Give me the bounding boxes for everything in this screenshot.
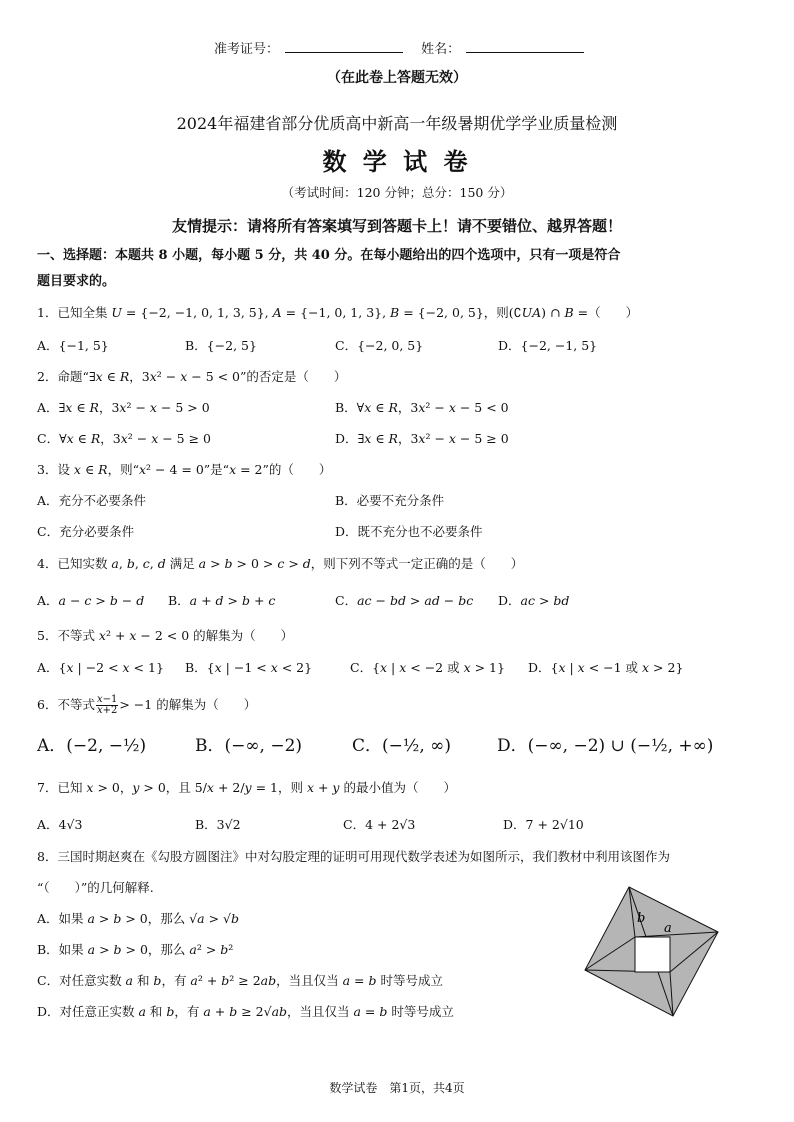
page-title: 数 学 试 卷 [322,147,472,176]
question-8-option-b: B．如果 𝑎 > 𝑏 > 0，那么 𝑎² > 𝑏² [37,942,234,957]
question-8-option-c: C．对任意实数 𝑎 和 𝑏，有 𝑎² + 𝑏² ≥ 2𝑎𝑏，当且仅当 𝑎 = 𝑏 时等号成立 [37,973,443,988]
question-7-option-b: B．3√2 [195,817,241,832]
question-4-option-d: D．𝑎𝑐 > 𝑏𝑑 [498,593,570,608]
question-6-option-b: B．(−∞, −2) [195,736,303,756]
question-6-fraction-numerator: 𝑥−1 [96,694,118,705]
question-3-stem: 3．设 𝑥 ∈ 𝑅，则“𝑥² − 4 = 0”是“𝑥 = 2”的（ ） [37,462,332,477]
question-1-option-d: D．{−2, −1, 5} [498,338,598,353]
ticket-number-label: 准考证号： [214,42,280,57]
question-2-option-c: C．∀𝑥 ∈ 𝑅，3𝑥² − 𝑥 − 5 ≥ 0 [37,431,211,446]
question-4-option-a: A．𝑎 − 𝑐 > 𝑏 − 𝑑 [37,593,145,608]
exam-time-info: （考试时间：120 分钟；总分：150 分） [281,185,513,200]
question-6-stem [37,694,256,716]
question-6-option-d: D．(−∞, −2) ∪ (−½, +∞) [497,736,714,756]
question-7-stem: 7．已知 𝑥 > 0，𝑦 > 0，且 5/𝑥 + 2/𝑦 = 1，则 𝑥 + 𝑦 的最小值为（ ） [37,780,456,795]
question-5-option-c: C．{𝑥 | 𝑥 < −2 或 𝑥 > 1} [350,660,505,675]
figure-label-b: b [637,911,646,926]
invalid-note: （在此卷上答题无效） [327,70,467,86]
question-2-option-a: A．∃𝑥 ∈ 𝑅，3𝑥² − 𝑥 − 5 > 0 [37,400,210,415]
question-6-stem-prefix: 6．不等式 [37,697,95,712]
question-1-stem: 1．已知全集 𝑈 = {−2, −1, 0, 1, 3, 5}, 𝐴 = {−1, 0, 1, 3}, 𝐵 = {−2, 0, 5}，则(∁𝑈𝐴) ∩ 𝐵 =（ ） [37,305,639,320]
question-7-option-d: D．7 + 2√10 [503,817,584,832]
question-8-option-a: A．如果 𝑎 > 𝑏 > 0，那么 √𝑎 > √𝑏 [37,911,240,926]
page-footer: 数学试卷 第1页，共4页 [329,1081,465,1095]
question-2-stem: 2．命题“∃𝑥 ∈ 𝑅，3𝑥² − 𝑥 − 5 < 0”的否定是（ ） [37,369,347,384]
question-3-option-d: D．既不充分也不必要条件 [335,524,483,539]
exam-name: 2024年福建省部分优质高中新高一年级暑期优学学业质量检测 [176,114,618,133]
question-6-fraction [96,695,118,716]
figure-inner-square [635,937,670,972]
question-6-fraction-denominator: 𝑥+2 [96,705,118,716]
section-intro-line2: 题目要求的。 [37,274,116,289]
question-8-option-d: D．对任意正实数 𝑎 和 𝑏，有 𝑎 + 𝑏 ≥ 2√𝑎𝑏，当且仅当 𝑎 = 𝑏 时等号成立 [37,1004,454,1019]
question-6-option-a: A．(−2, −½) [37,736,147,756]
zhao-shuang-figure [580,882,730,1022]
question-2-option-d: D．∃𝑥 ∈ 𝑅，3𝑥² − 𝑥 − 5 ≥ 0 [335,431,509,446]
question-4-stem: 4．已知实数 𝑎, 𝑏, 𝑐, 𝑑 满足 𝑎 > 𝑏 > 0 > 𝑐 > 𝑑，则下列不等式一定正确的是（ ） [37,556,524,571]
question-7-option-a: A．4√3 [37,817,83,832]
reminder: 友情提示：请将所有答案填写到答题卡上！请不要错位、越界答题！ [171,217,622,235]
question-6-option-c: C．(−½, ∞) [352,736,451,756]
question-4-option-c: C．𝑎𝑐 − 𝑏𝑑 > 𝑎𝑑 − 𝑏𝑐 [335,593,474,608]
question-1-option-b: B．{−2, 5} [185,338,257,353]
question-4-option-b: B．𝑎 + 𝑑 > 𝑏 + 𝑐 [168,593,276,608]
question-8-stem-line2: “（ ）”的几何解释. [37,880,154,895]
question-3-option-b: B．必要不充分条件 [335,493,445,508]
question-2-option-b: B．∀𝑥 ∈ 𝑅，3𝑥² − 𝑥 − 5 < 0 [335,400,509,415]
name-label: 姓名： [421,42,461,57]
candidate-info-line [214,40,590,58]
question-5-option-a: A．{𝑥 | −2 < 𝑥 < 1} [37,660,164,675]
question-1-option-c: C．{−2, 0, 5} [335,338,424,353]
question-1-option-a: A．{−1, 5} [37,338,109,353]
section-intro-line1: 一、选择题：本题共 8 小题，每小题 5 分，共 40 分。在每小题给出的四个选项中，只有一项是符合 [37,248,621,263]
question-3-option-c: C．充分必要条件 [37,524,135,539]
figure-label-a: a [664,921,672,936]
question-8-stem-line1: 8．三国时期赵爽在《勾股方圆图注》中对勾股定理的证明可用现代数学表述为如图所示，我们教材中利用该图作为 [37,849,670,864]
ticket-number-blank [285,40,403,53]
question-5-option-b: B．{𝑥 | −1 < 𝑥 < 2} [185,660,313,675]
name-blank [466,40,584,53]
question-5-stem: 5．不等式 𝑥² + 𝑥 − 2 < 0 的解集为（ ） [37,628,294,643]
question-5-option-d: D．{𝑥 | 𝑥 < −1 或 𝑥 > 2} [528,660,684,675]
question-7-option-c: C．4 + 2√3 [343,817,416,832]
question-6-stem-suffix: > −1 的解集为（ ） [119,697,257,712]
question-3-option-a: A．充分不必要条件 [37,493,147,508]
